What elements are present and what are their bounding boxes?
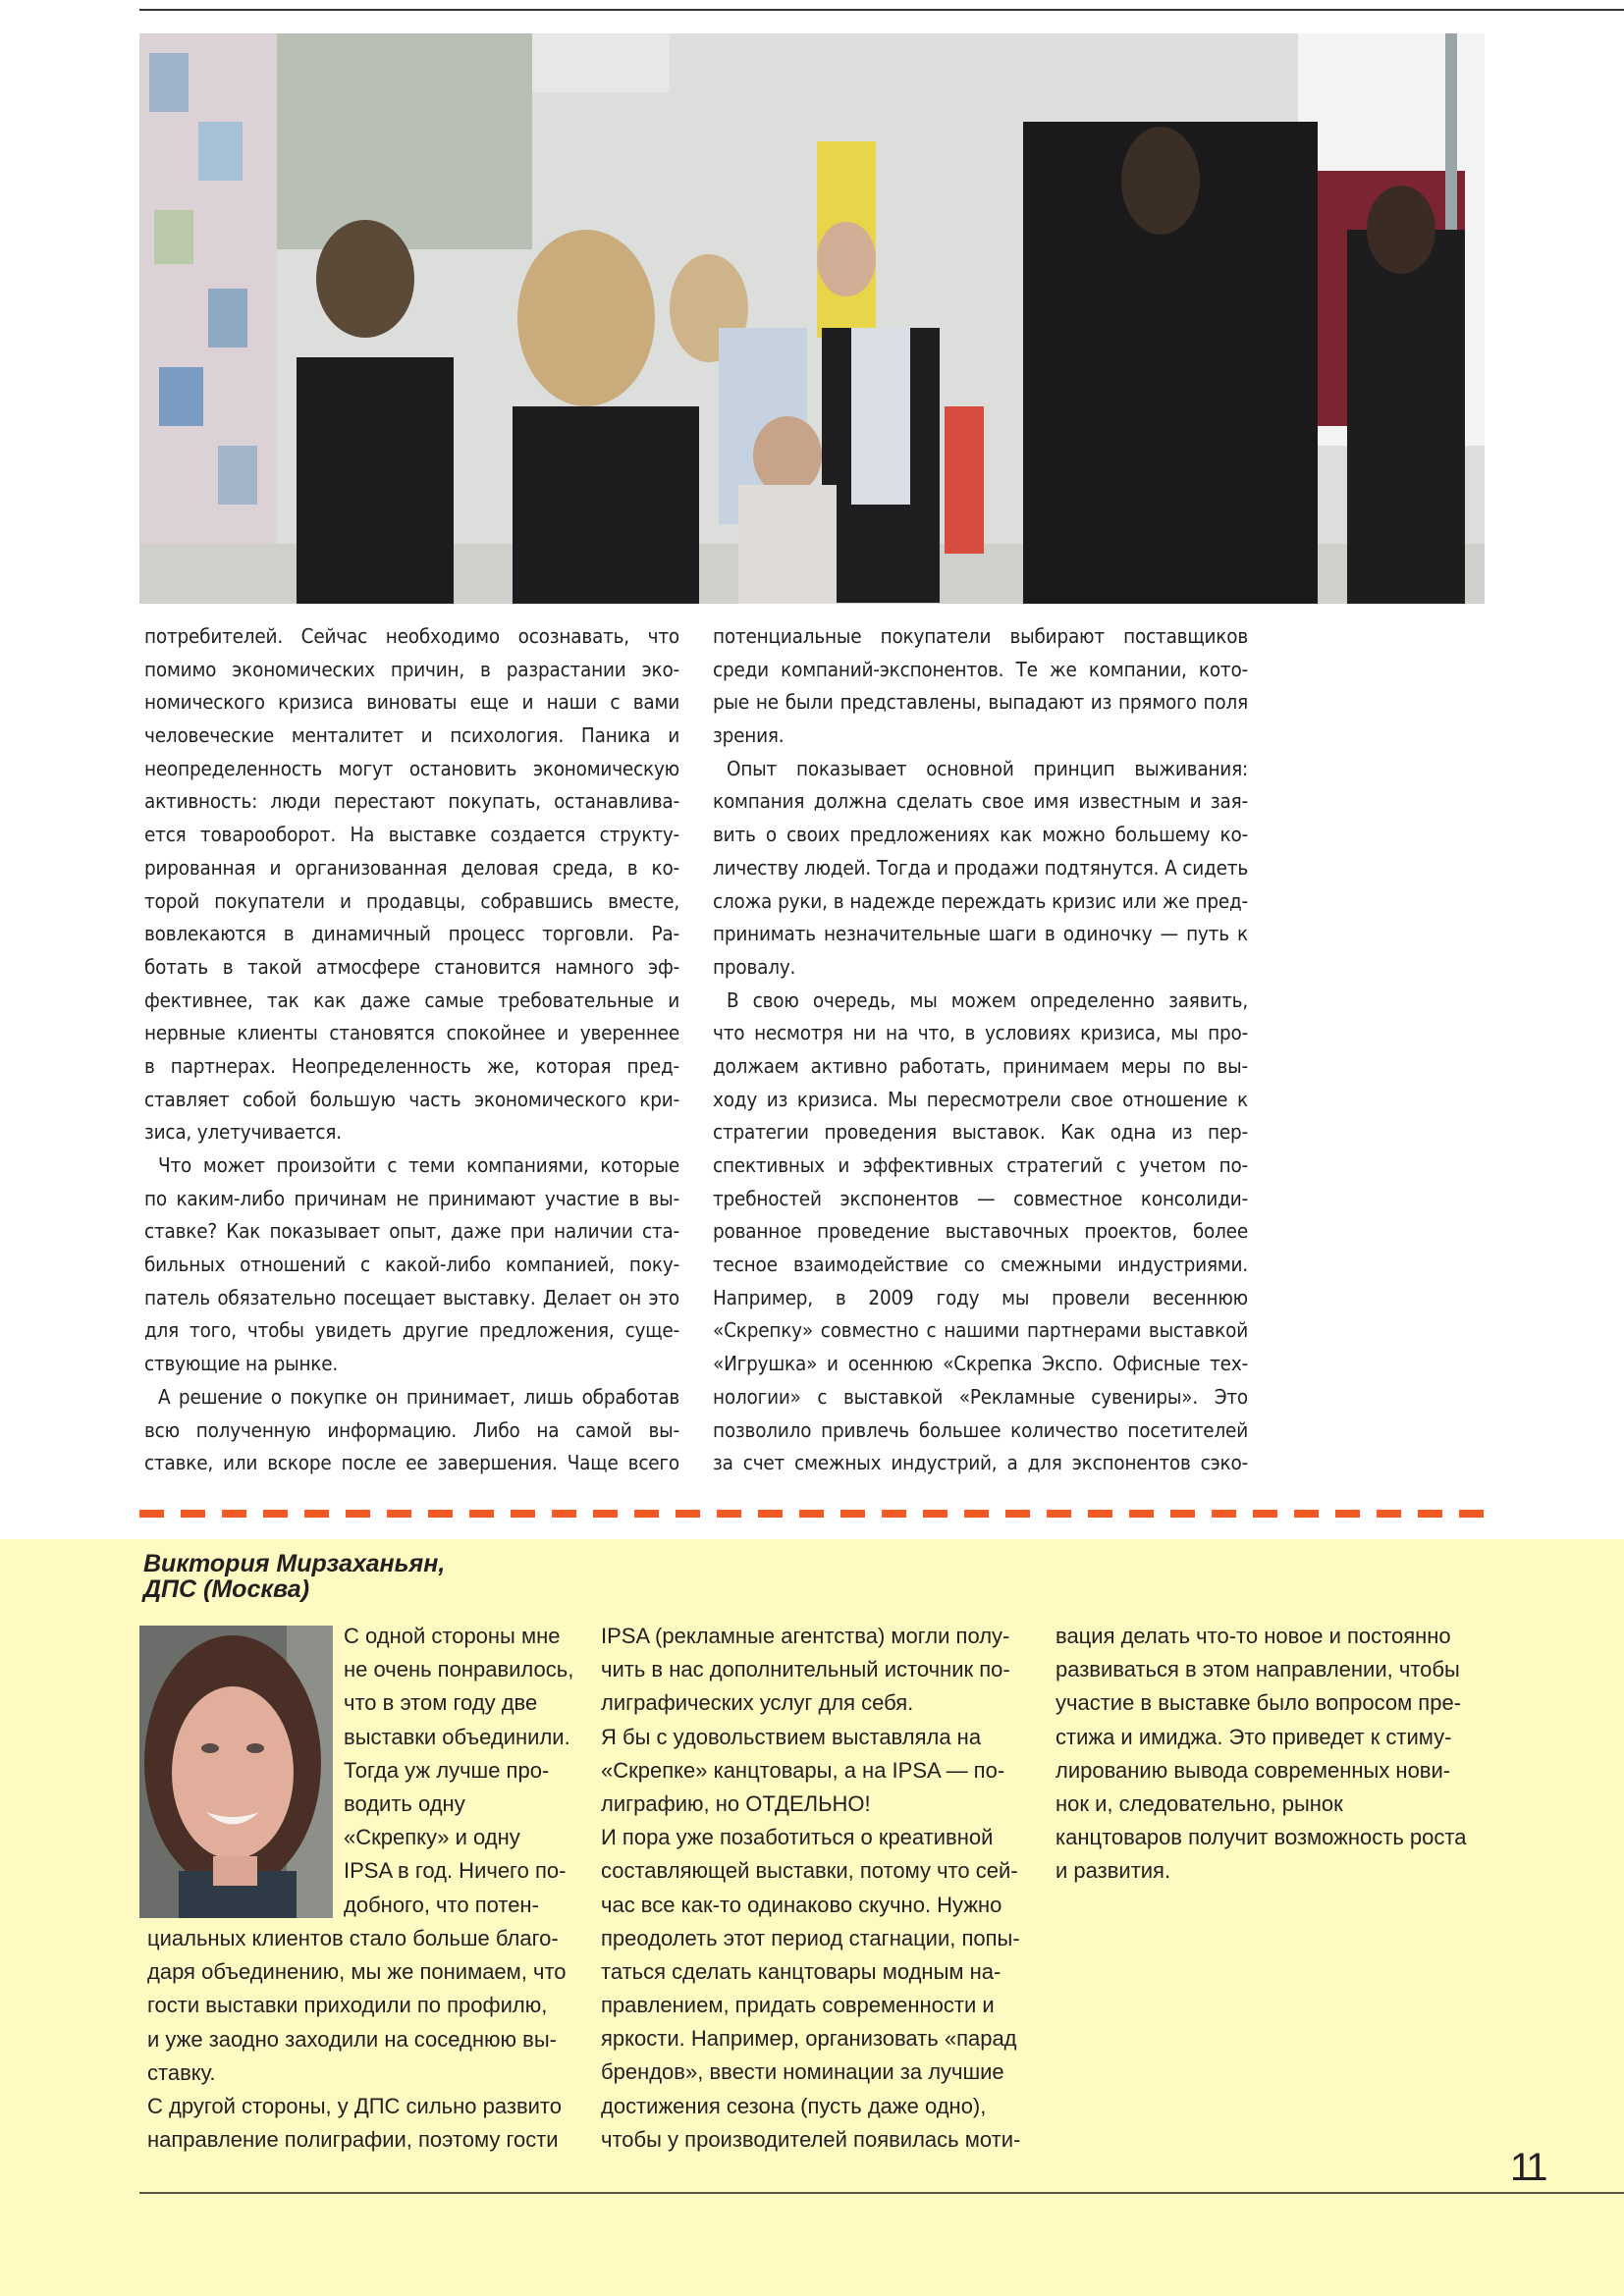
- quote-line: Я бы с удовольствием выставляла на: [601, 1724, 982, 1749]
- text-line: по каким-либо причинам не принимают участие в вы-: [144, 1186, 679, 1210]
- text-line: Опыт показывает основной принцип выживания:: [727, 756, 1248, 780]
- text-line: ется товарооборот. На выставке создается структу-: [144, 823, 679, 847]
- quote-column-1-below-photo: [147, 1922, 567, 2157]
- quote-column-2: [601, 1620, 1020, 2157]
- text-line: торой покупатели и продавцы, собравшись вместе,: [144, 888, 679, 913]
- quote-line: направление полиграфии, поэтому гости: [147, 2127, 559, 2153]
- quote-line: достижения сезона (пусть даже одно),: [601, 2093, 987, 2118]
- text-line: А решение о покупке он принимает, лишь обработав: [158, 1384, 679, 1409]
- text-line: среди компаний-экспонентов. Те же компании, кото-: [713, 657, 1248, 681]
- exhibition-photo: [139, 33, 1485, 604]
- text-line: зрения.: [713, 723, 785, 748]
- quote-line: циальных клиентов стало больше благо-: [147, 1926, 559, 1950]
- quote-line: даря объединению, мы же понимаем, что: [147, 1959, 567, 1985]
- quote-line: брендов», ввести номинации за лучшие: [601, 2059, 1004, 2085]
- text-line: ставке? Как показывает опыт, даже при наличии ста-: [144, 1219, 679, 1244]
- quote-column-3: [1056, 1620, 1466, 1889]
- quote-line: нок и, следовательно, рынок: [1056, 1790, 1343, 1816]
- text-line: активность: люди перестают покупать, останавлива-: [144, 789, 679, 814]
- text-line: ходу из кризиса. Мы пересмотрели свое отношение к: [713, 1087, 1248, 1111]
- text-line: ставляет собой большую часть экономического кри-: [144, 1087, 679, 1111]
- quote-line: час все как-то одинаково скучно. Нужно: [601, 1892, 1002, 1917]
- text-line: «Скрепку» совместно с нашими партнерами выставкой: [713, 1318, 1248, 1343]
- text-line: потенциальные покупатели выбирают поставщиков: [713, 624, 1248, 648]
- quote-line: вация делать что-то новое и постоянно: [1056, 1624, 1451, 1648]
- text-line: номического кризиса виноваты еще и наши с вами: [144, 690, 679, 715]
- text-line: всю полученную информацию. Либо на самой вы-: [144, 1417, 679, 1442]
- quote-line: не очень понравилось,: [344, 1657, 574, 1682]
- text-line: ставке, или вскоре после ее завершения. Чаще всего: [144, 1451, 679, 1475]
- text-line: личеству людей. Тогда и продажи подтянутся. А сидеть: [713, 855, 1248, 880]
- text-line: рованное проведение выставочных проектов, более: [713, 1219, 1248, 1244]
- text-line: для того, чтобы увидеть другие предложения, суще-: [144, 1318, 679, 1343]
- text-line: в партнерах. Неопределенность же, которая пред-: [144, 1053, 679, 1078]
- text-line: компания должна сделать свое имя известным и зая-: [713, 789, 1248, 814]
- text-line: спективных и эффективных стратегий с учетом по-: [713, 1153, 1248, 1177]
- exhibition-photo-graphic: [139, 33, 1485, 604]
- quote-line: яркости. Например, организовать «парад: [601, 2026, 1017, 2052]
- quote-line: лированию вывода современных нови-: [1056, 1757, 1451, 1783]
- quote-line: участие в выставке было вопросом пре-: [1056, 1690, 1462, 1716]
- quote-line: лиграфию, но ОТДЕЛЬНО!: [601, 1790, 871, 1816]
- quote-line: водить одну: [344, 1790, 465, 1816]
- quote-line: чтобы у производителей появилась моти-: [601, 2126, 1021, 2152]
- page-number: 11: [1510, 2146, 1545, 2189]
- quote-line: развиваться в этом направлении, чтобы: [1056, 1657, 1460, 1682]
- quote-line: правлением, придать современности и: [601, 1993, 995, 2018]
- quote-line: С одной стороны мне: [344, 1624, 561, 1648]
- text-line: человеческие менталитет и психология. Паника и: [144, 723, 679, 748]
- text-line: зиса, улетучивается.: [144, 1120, 342, 1145]
- quote-line: и уже заодно заходили на соседнюю вы-: [147, 2026, 557, 2052]
- footer-rule: [139, 2192, 1624, 2194]
- text-line: позволило привлечь большее количество посетителей: [713, 1417, 1248, 1442]
- text-line: ствующие на рынке.: [144, 1352, 339, 1376]
- text-line: ботать в такой атмосфере становится намного эф-: [144, 954, 679, 979]
- quote-line: Тогда уж лучше про-: [344, 1757, 550, 1783]
- quote-line: таться сделать канцтовары модным на-: [601, 1958, 1001, 1984]
- text-line: требностей экспонентов — совместное консолиди-: [713, 1186, 1248, 1210]
- text-line: провалу.: [713, 954, 796, 979]
- portrait-graphic: [139, 1626, 333, 1918]
- text-line: рые не были представлены, выпадают из прямого поля: [713, 690, 1248, 715]
- quote-column-1-beside-photo: [344, 1620, 573, 1922]
- text-line: фективнее, так как даже самые требовательные и: [144, 988, 679, 1012]
- text-line: В свою очередь, мы можем определенно заявить,: [727, 988, 1248, 1012]
- text-line: бильных отношений с какой-либо компанией, поку-: [144, 1253, 679, 1277]
- text-line: стратегии проведения выставок. Как одна из пер-: [713, 1120, 1248, 1145]
- quote-line: и развития.: [1056, 1858, 1171, 1884]
- quote-line: преодолеть этот период стагнации, попы-: [601, 1925, 1020, 1950]
- text-line: рированная и организованная деловая среда, в ко-: [144, 855, 679, 880]
- text-line: потребителей. Сейчас необходимо осознавать, что: [144, 624, 679, 648]
- quote-line: гости выставки приходили по профилю,: [147, 1993, 548, 2018]
- quote-line: стижа и имиджа. Это приведет к стиму-: [1056, 1724, 1452, 1749]
- text-line: нервные клиенты становятся спокойнее и увереннее: [144, 1021, 679, 1045]
- quote-line: ставку.: [147, 2059, 216, 2085]
- quote-line: канцтоваров получит возможность роста: [1056, 1825, 1467, 1850]
- text-line: патель обязательно посещает выставку. Делает он это: [144, 1285, 679, 1309]
- article-column-right: [713, 620, 1248, 1480]
- text-line: помимо экономических причин, в разрастании эко-: [144, 657, 679, 681]
- quote-line: IPSA (рекламные агентства) могли полу-: [601, 1624, 1010, 1648]
- text-line: Например, в 2009 году мы провели весеннюю: [713, 1285, 1248, 1309]
- text-line: нологии» с выставкой «Рекламные сувениры». Это: [713, 1384, 1248, 1409]
- text-line: сложа руки, в надежде переждать кризис или же пред-: [713, 888, 1248, 913]
- article-column-left: [144, 620, 679, 1480]
- text-line: тесное взаимодействие со смежными индустриями.: [713, 1253, 1248, 1277]
- quote-author: [143, 1551, 445, 1602]
- quote-line: добного, что потен-: [344, 1892, 539, 1917]
- text-line: должаем активно работать, принимаем меры по вы-: [713, 1053, 1248, 1078]
- quote-line: С другой стороны, у ДПС сильно развито: [147, 2093, 562, 2118]
- quote-line: лиграфических услуг для себя.: [601, 1690, 914, 1716]
- header-rule: [139, 9, 1624, 11]
- quote-line: составляющей выставки, потому что сей-: [601, 1858, 1018, 1884]
- text-line: за счет смежных индустрий, а для экспонентов сэко-: [713, 1451, 1248, 1475]
- text-line: вить о своих предложениях как можно большему ко-: [713, 823, 1248, 847]
- text-line: «Игрушка» и осеннюю «Скрепка Экспо. Офисные тех-: [713, 1352, 1248, 1376]
- text-line: неопределенность могут остановить экономическую: [144, 756, 679, 780]
- text-line: вовлекаются в динамичный процесс торговли. Ра-: [144, 922, 679, 946]
- quote-line: И пора уже позаботиться о креативной: [601, 1825, 994, 1850]
- quote-line: «Скрепке» канцтовары, а на IPSA — по-: [601, 1757, 1005, 1783]
- text-line: принимать незначительные шаги в одиночку — путь к: [713, 922, 1248, 946]
- dashed-divider: [139, 1510, 1485, 1518]
- text-line: Что может произойти с теми компаниями, которые: [158, 1153, 679, 1177]
- quote-line: IPSA в год. Ничего по-: [344, 1858, 567, 1884]
- quote-line: что в этом году две: [344, 1690, 538, 1716]
- text-line: что несмотря ни на что, в условиях кризиса, мы про-: [713, 1021, 1248, 1045]
- quote-line: чить в нас дополнительный источник по-: [601, 1657, 1010, 1682]
- author-company: ДПС (Москва): [143, 1575, 310, 1603]
- author-name: Виктория Мирзаханьян,: [143, 1550, 446, 1577]
- quote-line: «Скрепку» и одну: [344, 1825, 520, 1850]
- quote-line: выставки объединили.: [344, 1724, 570, 1749]
- author-portrait: [139, 1626, 333, 1918]
